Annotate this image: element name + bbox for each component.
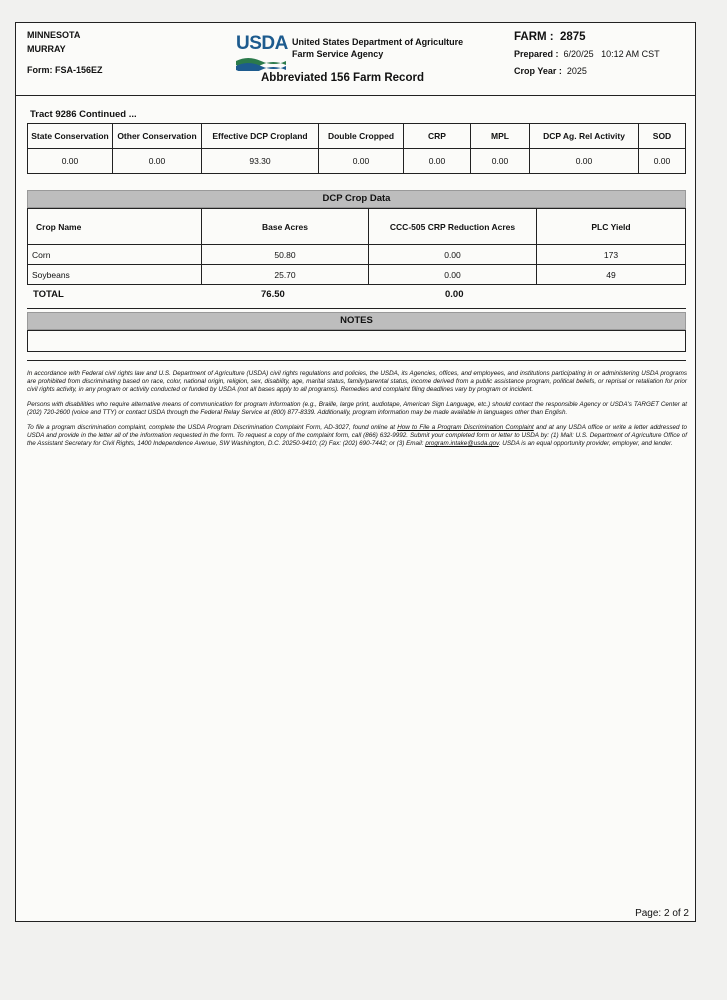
notes-title: NOTES <box>27 312 686 330</box>
column-header: Crop Name <box>28 209 202 245</box>
crop-year-line <box>514 63 660 80</box>
dcp-crop-table <box>27 208 686 285</box>
legal-paragraph-1: In accordance with Federal civil rights law and U.S. Department of Agriculture (USDA) civil rights regulations and policies, the USDA, its Agencies, offices, and employees, and institutions participating in or administering USDA programs are prohibited from discriminating based on race, color, national origin, religion, sex, disability, age, marital status, family/parental status, income derived from a public assistance program, political beliefs, or reprisal or retaliation for prior civil rights activity, in any program or activity conducted or funded by USDA (not all bases apply to all programs). Remedies and complaint filing deadlines vary by program or incident. <box>27 370 687 393</box>
table-row <box>28 245 686 265</box>
crop-year: 2025 <box>566 66 587 76</box>
county-name: MURRAY <box>27 43 66 54</box>
usda-logo-mark <box>236 57 286 71</box>
page-header <box>16 23 695 96</box>
table-cell: 0.00 <box>113 149 202 174</box>
document-page <box>15 22 696 922</box>
table-cell: 0.00 <box>28 149 113 174</box>
total-crp-reduction: 0.00 <box>445 289 464 300</box>
tract-table <box>27 123 686 174</box>
column-header: Effective DCP Cropland <box>202 124 319 149</box>
legal-text: . USDA is an equal opportunity provider, employer, and lender. <box>498 440 673 447</box>
column-header: PLC Yield <box>537 209 686 245</box>
agency-line-1: United States Department of Agriculture <box>292 37 464 47</box>
column-header: DCP Ag. Rel Activity <box>530 124 639 149</box>
usda-logo-text: USDA <box>236 33 288 54</box>
table-cell: 0.00 <box>319 149 404 174</box>
column-header: State Conservation <box>28 124 113 149</box>
civil-rights-statement <box>27 370 687 455</box>
table-row <box>28 265 686 285</box>
column-header: Double Cropped <box>319 124 404 149</box>
farm-info <box>514 29 660 80</box>
crp-reduction-acres: 0.00 <box>369 265 537 285</box>
legal-text: and at any USDA office or write a letter addressed to USDA and provide in the letter all of the information requested in the form. To request a copy of the complaint form, call (866) 632-9992. Submit your completed form or letter to USDA by: (1) Mail: U.S. Department of Agriculture Office of the Assistant Secretary for Civil Rights, 1400 Independence Avenue, SW Washington, D.C. 20250-9410; (2) Fax: (202) 690-7442; or (3) Email: <box>27 424 687 447</box>
table-cell: 0.00 <box>530 149 639 174</box>
complaint-link[interactable]: How to File a Program Discrimination Complaint <box>397 424 534 431</box>
dcp-crop-section <box>27 190 686 301</box>
table-cell: 0.00 <box>471 149 530 174</box>
column-header: Base Acres <box>202 209 369 245</box>
usda-logo <box>236 33 286 71</box>
prepared-line <box>514 46 660 63</box>
notes-box <box>27 330 686 352</box>
tract-header-row <box>28 124 686 149</box>
plc-yield: 173 <box>537 245 686 265</box>
crop-name: Soybeans <box>28 265 202 285</box>
legal-text: To file a program discrimination complaint, complete the USDA Program Discrimination Complaint Form, AD-3027, found online at <box>27 424 398 431</box>
farm-number: 2875 <box>560 31 586 43</box>
form-number: Form: FSA-156EZ <box>27 65 103 75</box>
agency-line-2: Farm Service Agency <box>292 49 384 59</box>
farm-label: FARM : <box>514 31 554 43</box>
notes-section <box>27 312 686 352</box>
crp-reduction-acres: 0.00 <box>369 245 537 265</box>
column-header: MPL <box>471 124 530 149</box>
divider <box>27 308 686 309</box>
page-number: Page: 2 of 2 <box>635 908 689 919</box>
email-link[interactable]: program.intake@usda.gov <box>425 440 499 447</box>
column-header: SOD <box>639 124 686 149</box>
agency-name <box>292 36 463 60</box>
total-label: TOTAL <box>33 289 64 300</box>
total-base-acres: 76.50 <box>261 289 285 300</box>
table-cell: 93.30 <box>202 149 319 174</box>
document-title: Abbreviated 156 Farm Record <box>261 72 424 84</box>
dcp-total-row <box>27 285 686 301</box>
prepared-label: Prepared : <box>514 49 559 59</box>
prepared-date: 6/20/25 <box>563 49 594 59</box>
plc-yield: 49 <box>537 265 686 285</box>
farm-number-line <box>514 29 660 46</box>
column-header: CCC-505 CRP Reduction Acres <box>369 209 537 245</box>
column-header: CRP <box>404 124 471 149</box>
location-block <box>27 29 103 78</box>
table-cell: 0.00 <box>404 149 471 174</box>
table-cell: 0.00 <box>639 149 686 174</box>
prepared-time: 10:12 AM CST <box>601 49 660 59</box>
state-name: MINNESOTA <box>27 30 81 40</box>
base-acres: 50.80 <box>202 245 369 265</box>
tract-table-wrap <box>27 123 686 174</box>
tract-value-row <box>28 149 686 174</box>
legal-paragraph-2: Persons with disabilities who require alternative means of communication for program information (e.g., Braille, large print, audiotape, American Sign Language, etc.) should contact the responsible Agency or USDA's TARGET Center at (202) 720-2600 (voice and TTY) or contact USDA through the Federal Relay Service at (800) 877-8339. Additionally, program information may be made available in languages other than English. <box>27 401 687 416</box>
crop-year-label: Crop Year : <box>514 66 562 76</box>
crop-name: Corn <box>28 245 202 265</box>
column-header: Other Conservation <box>113 124 202 149</box>
dcp-header-row <box>28 209 686 245</box>
legal-paragraph-3 <box>27 424 687 448</box>
tract-title: Tract 9286 Continued ... <box>30 109 137 120</box>
divider <box>27 360 686 361</box>
base-acres: 25.70 <box>202 265 369 285</box>
dcp-section-title: DCP Crop Data <box>27 190 686 208</box>
